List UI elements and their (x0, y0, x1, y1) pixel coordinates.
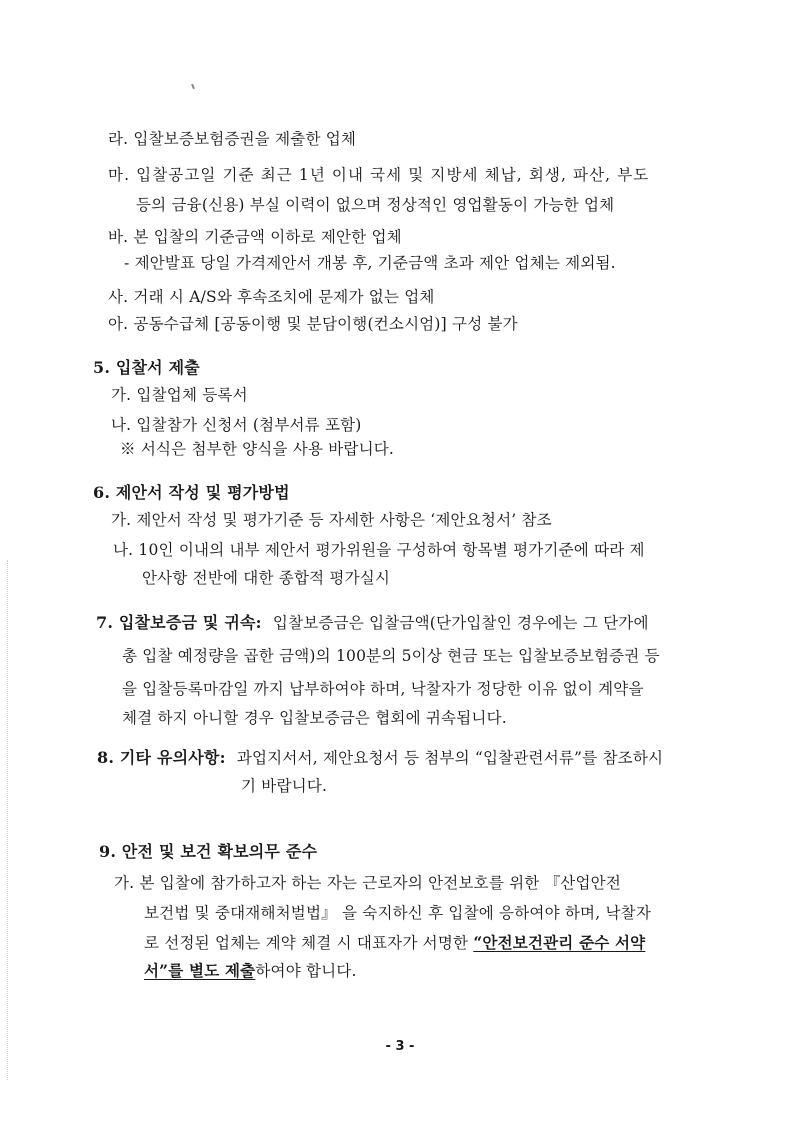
section8-text-line1: 과업지서서, 제안요청서 등 첨부의 “입찰관련서류”를 참조하시 (236, 749, 664, 767)
section9-item-ga-line2: 보건법 및 중대재해처벌법』 을 숙지하신 후 입찰에 응하여야 하며, 낙찰자 (144, 904, 651, 922)
item-sa: 사. 거래 시 A/S와 후속조치에 문제가 없는 업체 (108, 288, 435, 306)
section6-heading: 6. 제안서 작성 및 평가방법 (93, 483, 290, 502)
scan-mark (191, 84, 195, 89)
section6-item-na-line2: 안사항 전반에 대한 종합적 평가실시 (142, 569, 391, 587)
section7-line4: 체결 하지 아니할 경우 입찰보증금은 협회에 귀속됩니다. (122, 709, 507, 727)
section8-line2: 기 바랍니다. (241, 777, 328, 795)
separate-submission-emphasis: 서”를 별도 제출 (144, 961, 256, 980)
section9-item-ga-line1: 가. 본 입찰에 참가하고자 하는 자는 근로자의 안전보호를 위한 『산업안전 (114, 874, 621, 892)
item-ma-line1: 마. 입찰공고일 기준 최근 1년 이내 국세 및 지방세 체납, 회생, 파산, 부도 (108, 166, 650, 184)
section9-ga-line3-text: 로 선정된 업체는 계약 체결 시 대표자가 서명한 (144, 934, 474, 952)
section9-item-ga-line3 (144, 933, 645, 953)
section7-text-line1: 입찰보증금은 입찰금액(단가입찰인 경우에는 그 단가에 (272, 614, 649, 632)
section9-heading: 9. 안전 및 보건 확보의무 준수 (99, 842, 318, 861)
section9-item-ga-line4 (144, 961, 357, 981)
item-ba-note: - 제안발표 당일 가격제안서 개봉 후, 기준금액 초과 제안 업체는 제외됨. (124, 254, 616, 272)
section5-heading: 5. 입찰서 제출 (93, 358, 200, 377)
section9-ga-line4-text: 하여야 합니다. (255, 962, 357, 980)
section6-item-ga: 가. 제안서 작성 및 평가기준 등 자세한 사항은 ‘제안요청서’ 참조 (111, 511, 552, 529)
scan-edge-line (7, 560, 9, 1080)
section7-line1 (96, 613, 649, 633)
section7-line2: 총 입찰 예정량을 곱한 금액)의 100분의 5이상 현금 또는 입찰보증보험증권 등 (122, 647, 660, 665)
section7-line3: 을 입찰등록마감일 까지 납부하여야 하며, 낙찰자가 정당한 이유 없이 계약을 (122, 680, 644, 698)
section8-heading: 8. 기타 유의사항: (97, 748, 226, 767)
item-ma-line2: 등의 금융(신용) 부실 이력이 없으며 정상적인 영업활동이 가능한 업체 (136, 196, 615, 214)
item-ba: 바. 본 입찰의 기준금액 이하로 제안한 업체 (108, 228, 402, 246)
section6-item-na-line1: 나. 10인 이내의 내부 제안서 평가위원을 구성하여 항목별 평가기준에 따라 제 (113, 541, 645, 559)
section5-item-na: 나. 입찰참가 신청서 (첨부서류 포함) (111, 416, 362, 434)
safety-pledge-emphasis: “안전보건관리 준수 서약 (473, 933, 646, 952)
section5-note: ※ 서식은 첨부한 양식을 사용 바랍니다. (120, 440, 395, 458)
item-a: 아. 공동수급체 [공동이행 및 분담이행(컨소시엄)] 구성 불가 (108, 315, 518, 333)
section7-heading: 7. 입찰보증금 및 귀속: (96, 613, 262, 632)
item-ra: 라. 입찰보증보험증권을 제출한 업체 (108, 130, 357, 148)
page-number: - 3 - (385, 1039, 415, 1054)
section8-line1 (97, 748, 663, 768)
section5-item-ga: 가. 입찰업체 등록서 (111, 386, 248, 404)
